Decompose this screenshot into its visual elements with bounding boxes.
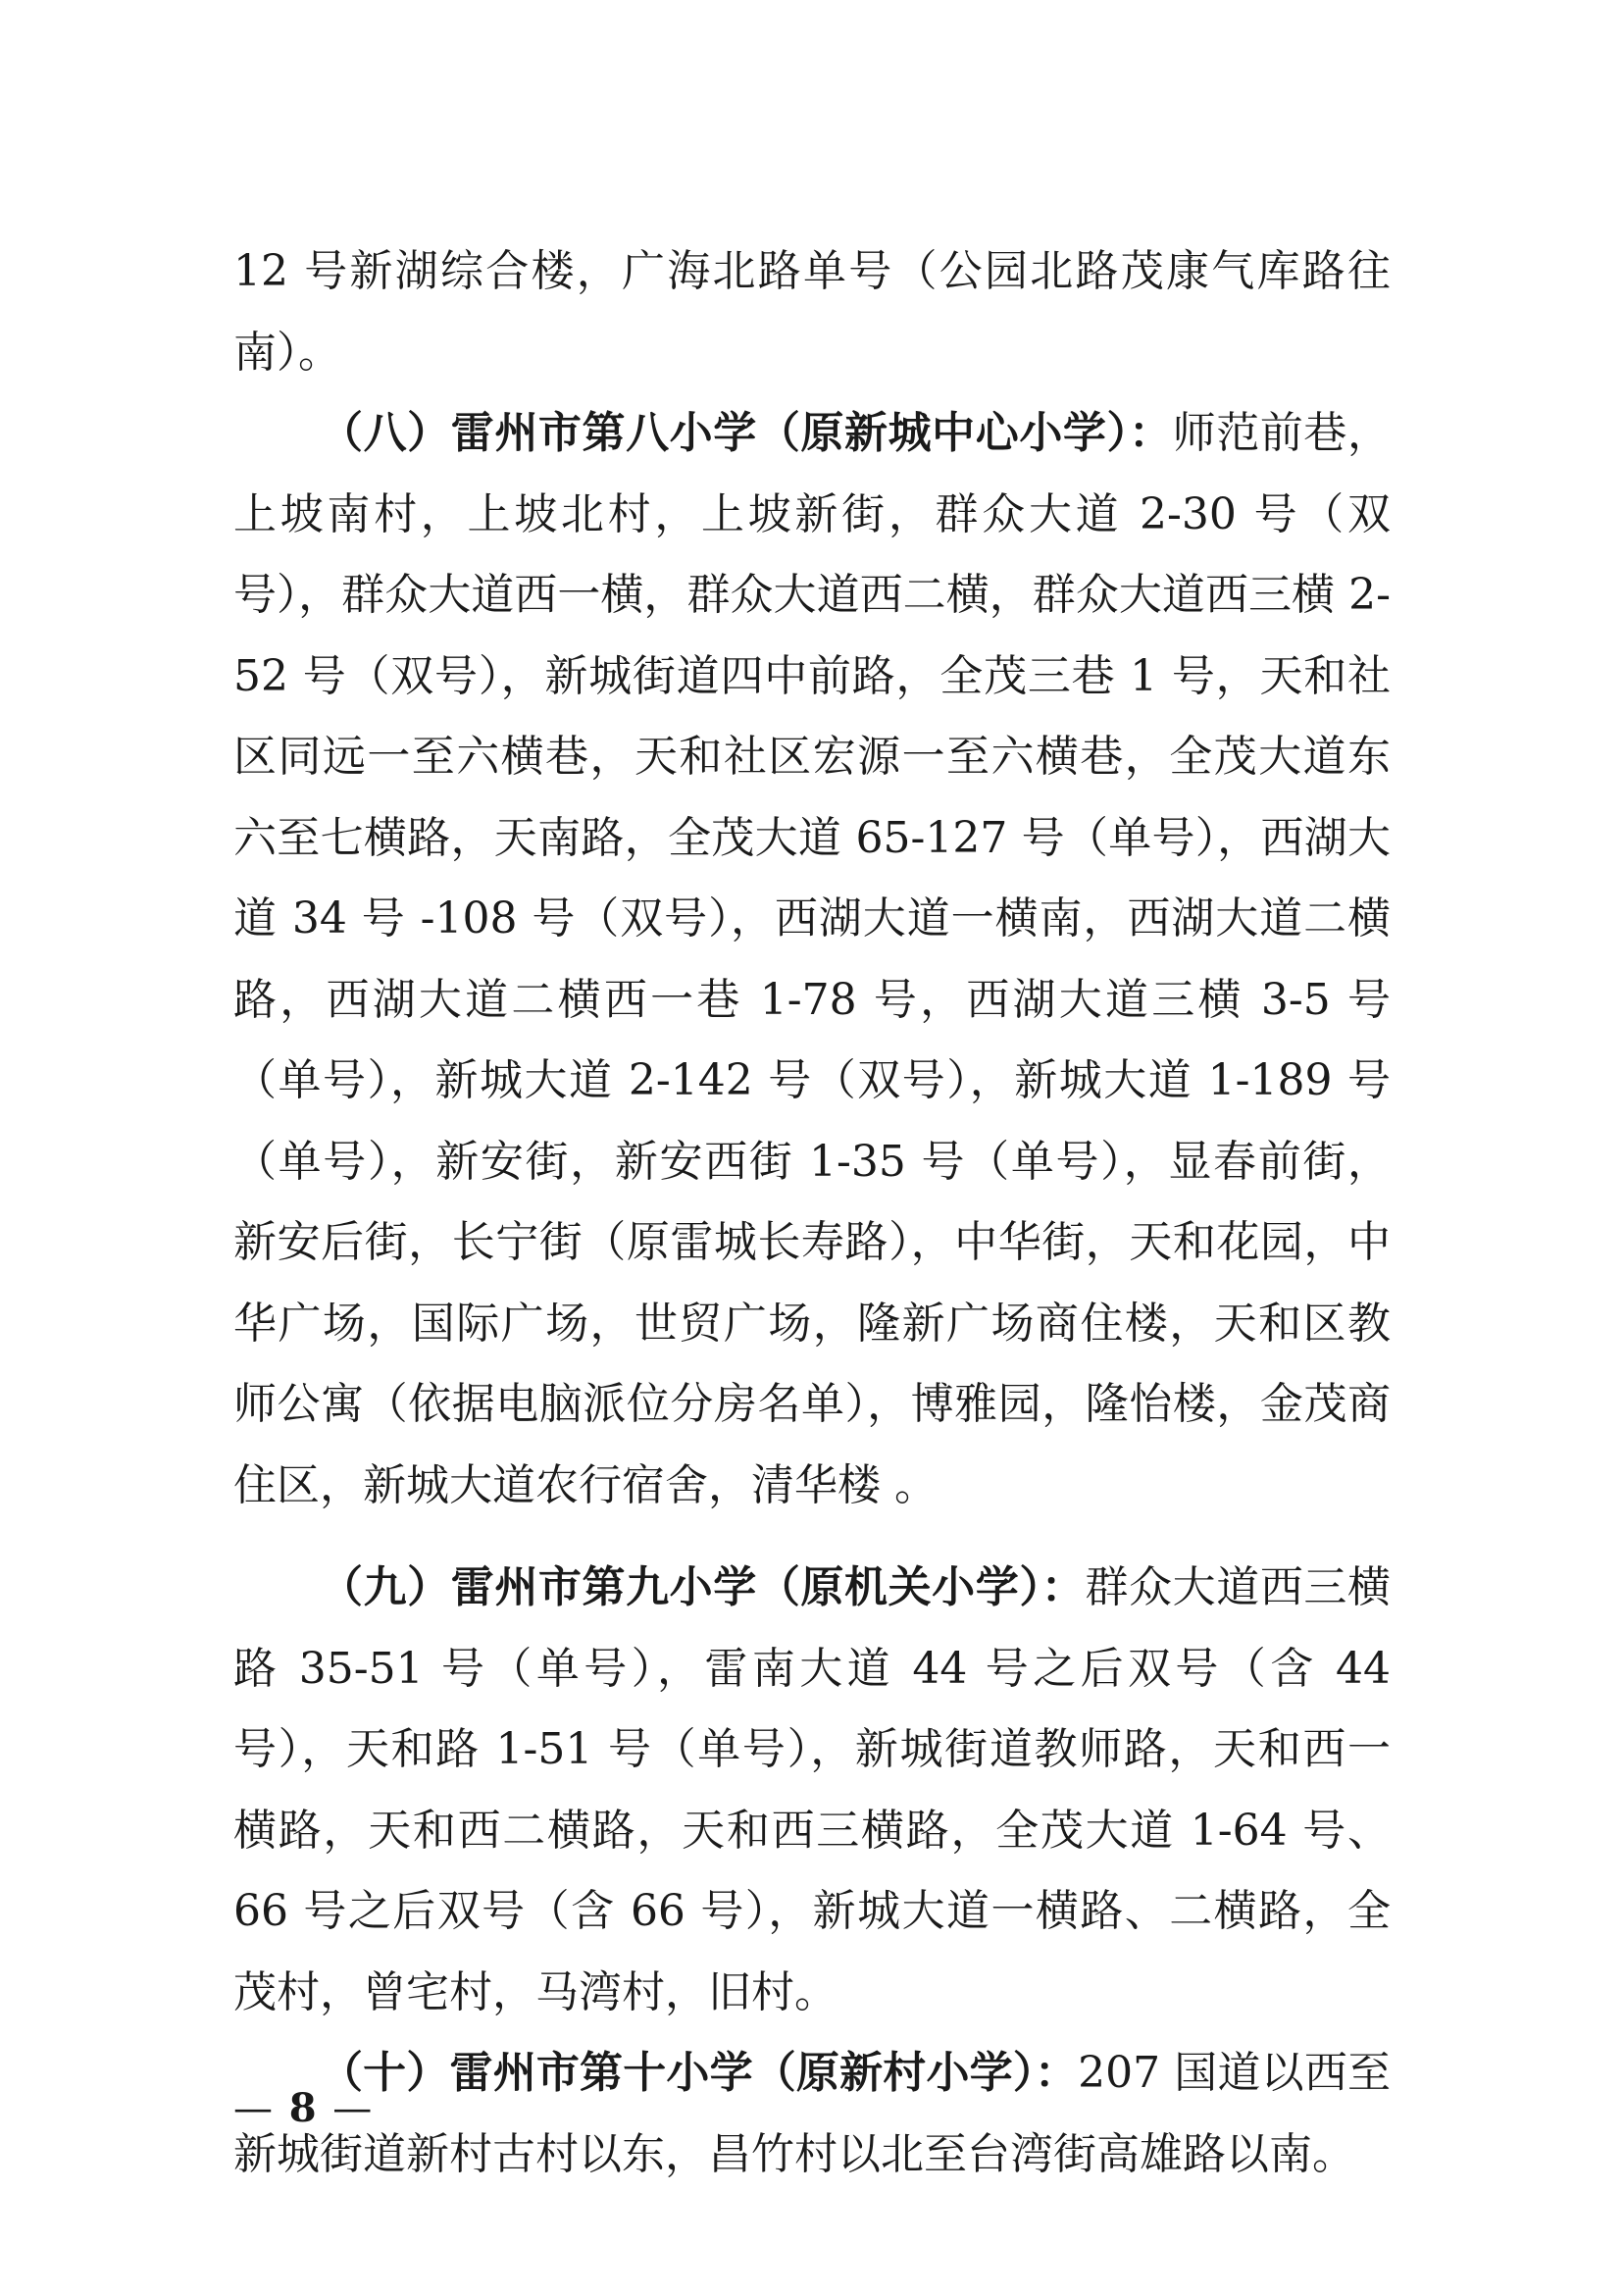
school-heading: （九）雷州市第九小学（原机关小学）： <box>320 1562 1086 1612</box>
page-number: 8 <box>288 2085 319 2131</box>
paragraph-school-8 <box>233 393 1391 1526</box>
spacer <box>233 1526 1391 1548</box>
paragraph-text: 群众大道西三横路 35-51 号（单号），雷南大道 44 号之后双号（含 44 号），天和路 1-51 号（单号），新城街道教师路，天和西一横路，天和西二横路，天和西三横路，全茂大道 1-64 号、66 号之后双号（含 66 号），新城大道一横路、二横路，全茂村，曾宅村，马湾村，旧村。 <box>233 1562 1391 2017</box>
paragraph-school-10 <box>233 2033 1391 2195</box>
paragraph-school-9 <box>233 1548 1391 2033</box>
footer-dash-right: — <box>332 2086 375 2131</box>
paragraph-continuation <box>233 231 1391 393</box>
paragraph-text: 12 号新湖综合楼，广海北路单号（公园北路茂康气库路往南）。 <box>233 246 1391 378</box>
footer-dash-left: — <box>233 2086 275 2131</box>
document-body <box>233 231 1391 2195</box>
paragraph-text: 207 国道以西至新城街道新村古村以东，昌竹村以北至台湾街高雄路以南。 <box>233 2048 1392 2179</box>
school-heading: （八）雷州市第八小学（原新城中心小学）： <box>320 408 1173 458</box>
paragraph-text: 师范前巷，上坡南村，上坡北村，上坡新街，群众大道 2-30 号（双号），群众大道西一横，群众大道西二横，群众大道西三横 2-52 号（双号），新城街道四中前路，全茂三巷 1 号，天和社区同远一至六横巷，天和社区宏源一至六横巷，全茂大道东六至七横路，天南路，全茂大道 65-127 号（单号），西湖大道 34 号 -108 号（双号），西湖大道一横南，西湖大道二横路，西湖大道二横西一巷 1-78 号，西湖大道三横 3-5 号（单号），新城大道 2-142 号（双号），新城大道 1-189 号（单号），新安街，新安西街 1-35 号（单号），显春前街，新安后街，长宁街（原雷城长寿路），中华街，天和花园，中华广场，国际广场，世贸广场，隆新广场商住楼，天和区教师公寓（依据电脑派位分房名单），博雅园，隆怡楼，金茂商住区，新城大道农行宿舍，清华楼 。 <box>233 408 1392 1510</box>
school-heading: （十）雷州市第十小学（原新村小学）： <box>320 2048 1079 2098</box>
page-footer <box>233 2085 374 2131</box>
